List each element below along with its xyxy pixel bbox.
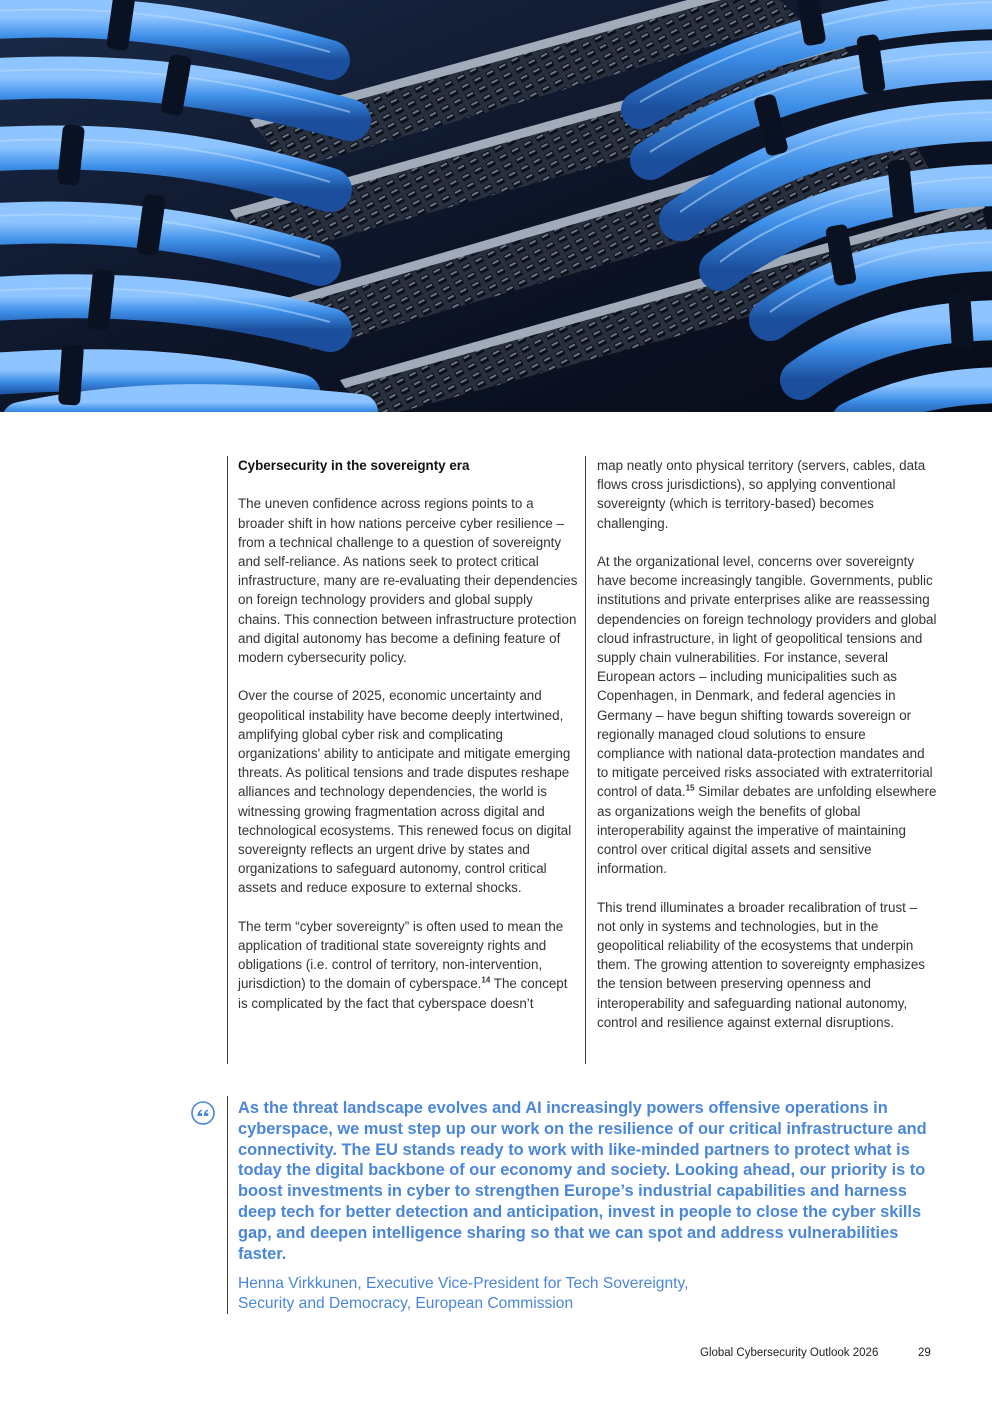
paragraph: Over the course of 2025, economic uncertainty and geopolitical instability have become deeply intertwined, amplifying global cyber risk and complicating organizations' ability to anticipate and mitigate emerging threats. As political tensions and trade disputes reshape alliances and technology dependencies, the world is witnessing growing fragmentation across digital and technological ecosystems. This renewed focus on digital sovereignty reflects an urgent drive by states and organizations to safeguard autonomy, control critical assets and reduce exposure to external shocks. [238, 688, 572, 896]
attribution-line: Henna Virkkunen, Executive Vice-President for Tech Sovereignty, [238, 1275, 689, 1292]
left-column-rule [227, 456, 228, 1064]
page-number: 29 [918, 1347, 931, 1359]
paragraph [597, 552, 937, 878]
paragraph: This trend illuminates a broader recalibration of trust – not only in systems and technologies, but in the geopolitical reliability of the ecosystems that underpin them. The growing attention to sovereignty emphasizes the tension between preserving openness and interoperability and safeguarding national autonomy, control and resilience against external disruptions. [597, 899, 926, 1030]
paragraph [238, 917, 578, 1013]
paragraph-text: Similar debates are unfolding elsewhere as organizations weigh the benefits of global interoperability against the imperative of maintaining control over critical digital assets and sensitive information. [597, 784, 937, 877]
paragraph-text: The term “cyber sovereignty” is often used to mean the application of traditional state sovereignty rights and obligations (i.e. control of territory, non-intervention, jurisdiction) to the domain of cyberspace. [238, 918, 564, 992]
footnote-ref[interactable]: 14 [481, 975, 491, 985]
pull-quote: As the threat landscape evolves and AI increasingly powers offensive operations in cyberspace, we must step up our work on the resilience of our critical infrastructure and connectivity. The EU stands ready to work with like-minded partners to protect what is today the digital backbone of our economy and society. Looking ahead, our priority is to boost investments in cyber to strengthen Europe’s industrial capabilities and harness deep tech for better detection and anticipation, invest in people to close the cyber skills gap, and deepen intelligence sharing so that we can spot and address vulnerabilities faster. [238, 1099, 927, 1263]
footnote-ref[interactable]: 15 [685, 783, 695, 793]
right-column-rule [585, 456, 586, 1064]
section-heading: Cybersecurity in the sovereignty era [238, 458, 470, 473]
quote-rule [227, 1096, 228, 1314]
attribution-line: Security and Democracy, European Commission [238, 1295, 574, 1313]
server-cable-photo [0, 0, 992, 412]
left-column [238, 456, 578, 1032]
paragraph-text: The concept is complicated by the fact that cyberspace doesn’t [238, 976, 568, 1011]
paragraph-text: At the organizational level, concerns over sovereignty have become increasingly tangible. Governments, public institutions and private enterprises alike are reassessing dependencies on foreign technology providers and global cloud infrastructure, in light of geopolitical tensions and supply chain vulnerabilities. For instance, several European actors – including municipalities such as Copenhagen, in Denmark, and federal agencies in Germany – have begun shifting towards sovereign or regionally managed cloud solutions to ensure compliance with national data-protection mandates and to mitigate perceived risks associated with extraterritorial control of data. [597, 554, 937, 800]
footer-title: Global Cybersecurity Outlook 2026 [700, 1347, 879, 1359]
right-column [597, 456, 937, 1051]
quote-attribution [238, 1274, 838, 1315]
hero-image [0, 0, 992, 412]
paragraph: The uneven confidence across regions points to a broader shift in how nations perceive cyber resilience – from a technical challenge to a question of sovereignty and self-reliance. As nations seek to protect critical infrastructure, many are re-evaluating their dependencies on foreign technology providers and global supply chains. This connection between infrastructure protection and digital autonomy has become a defining feature of modern cybersecurity policy. [238, 496, 578, 666]
quote-mark-icon [191, 1101, 215, 1125]
paragraph: map neatly onto physical territory (servers, cables, data flows cross jurisdictions), so applying conventional sovereignty (which is territory-based) becomes challenging. [597, 458, 926, 531]
